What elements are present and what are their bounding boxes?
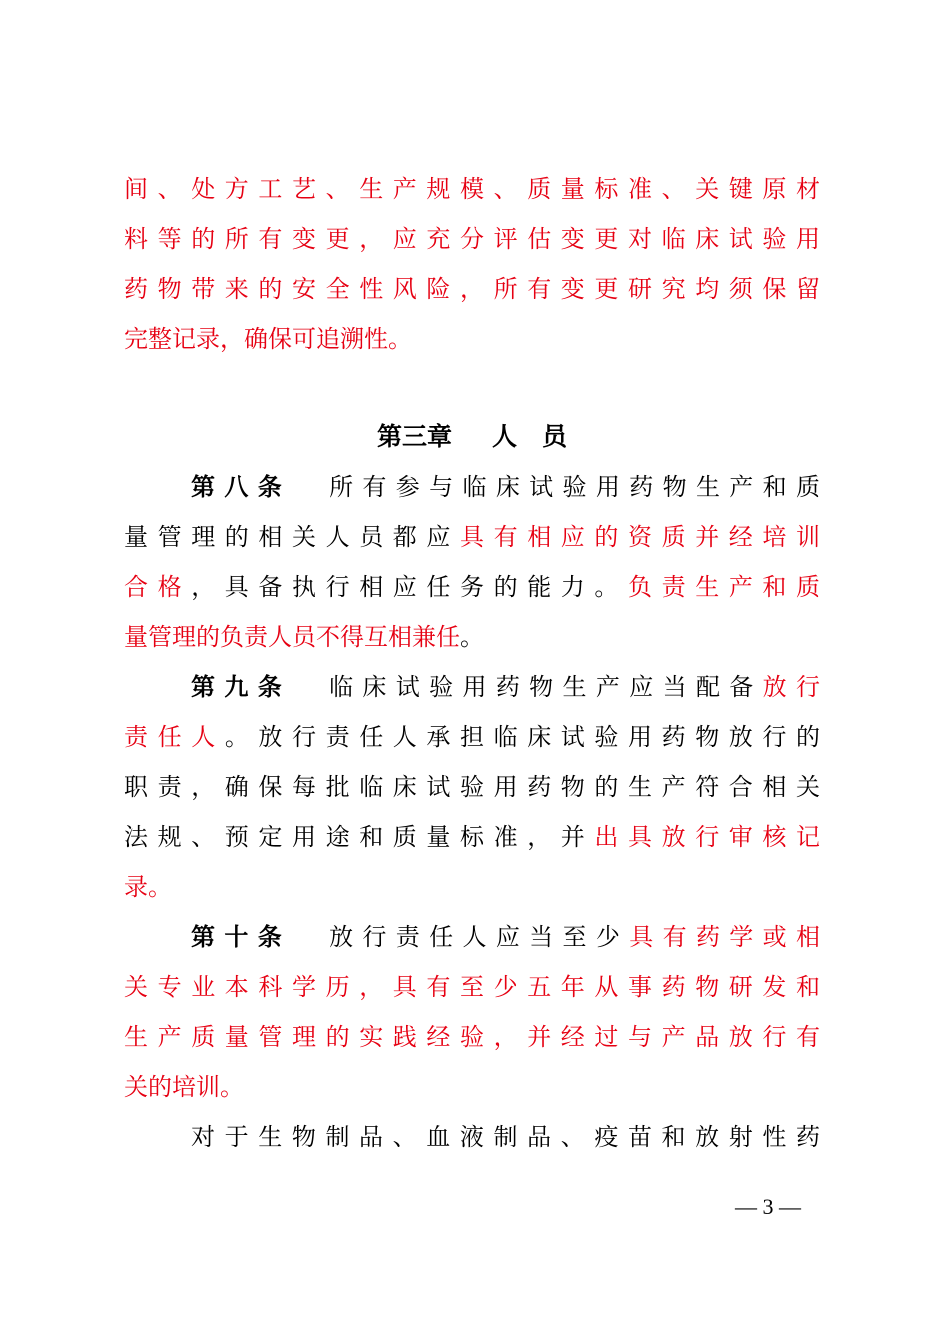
article-text: 法规、预定用途和质量标准，并 <box>124 823 595 851</box>
highlighted-text: 放行 <box>762 673 821 701</box>
highlighted-text: 合格 <box>124 573 192 601</box>
article-9-label: 第九条 <box>191 672 292 701</box>
article-text: 量管理的相关人员都应 <box>124 523 460 551</box>
highlighted-text: 量管理的负责人员不得互相兼任 <box>124 623 460 651</box>
article-10-label: 第十条 <box>191 922 292 951</box>
highlighted-text: 责任人 <box>124 723 225 751</box>
article-text: 放行责任人应当至少 <box>329 923 630 951</box>
article-8-line <box>124 562 820 612</box>
article-9-line <box>124 712 820 762</box>
highlighted-text: 出具放行审核记 <box>594 823 821 851</box>
article-8-line <box>124 512 820 562</box>
paragraph-line: 料等的所有变更，应充分评估变更对临床试验用 <box>124 225 820 253</box>
article-10-line <box>191 912 820 962</box>
chapter-number: 第三章 <box>376 422 452 451</box>
article-9-line <box>191 662 820 712</box>
article-text: 。 <box>460 623 484 651</box>
chapter-title: 人 员 <box>492 422 568 451</box>
article-9-line: 职责，确保每批临床试验用药物的生产符合相关 <box>124 773 820 801</box>
article-9-line <box>124 812 820 862</box>
chapter-heading <box>124 412 820 462</box>
article-text: 所有参与临床试验用药物生产和质 <box>329 473 821 501</box>
article-8-line <box>124 612 820 662</box>
article-10-line: 生产质量管理的实践经验，并经过与产品放行有 <box>124 1023 820 1051</box>
article-text: 临床试验用药物生产应当配备 <box>329 673 763 701</box>
highlighted-text: 具有相应的资质并经培训 <box>460 523 820 551</box>
article-8-line <box>191 462 820 512</box>
highlighted-text: 负责生产和质 <box>628 573 821 601</box>
highlighted-text: 具有药学或相 <box>629 923 821 951</box>
paragraph-line: 对于生物制品、血液制品、疫苗和放射性药 <box>191 1123 820 1151</box>
paragraph-line: 药物带来的安全性风险，所有变更研究均须保留 <box>124 275 820 303</box>
article-9-line: 录。 <box>124 873 172 901</box>
page-number: — 3 — <box>735 1194 801 1219</box>
article-10-line: 关专业本科学历，具有至少五年从事药物研发和 <box>124 973 820 1001</box>
article-text: ，具备执行相应任务的能力。 <box>191 573 629 601</box>
paragraph-line: 完整记录，确保可追溯性。 <box>124 325 412 353</box>
article-10-line: 关的培训。 <box>124 1073 244 1101</box>
paragraph-line: 间、处方工艺、生产规模、质量标准、关键原材 <box>124 175 820 203</box>
article-8-label: 第八条 <box>191 472 292 501</box>
article-text: 。放行责任人承担临床试验用药物放行的 <box>224 723 821 751</box>
